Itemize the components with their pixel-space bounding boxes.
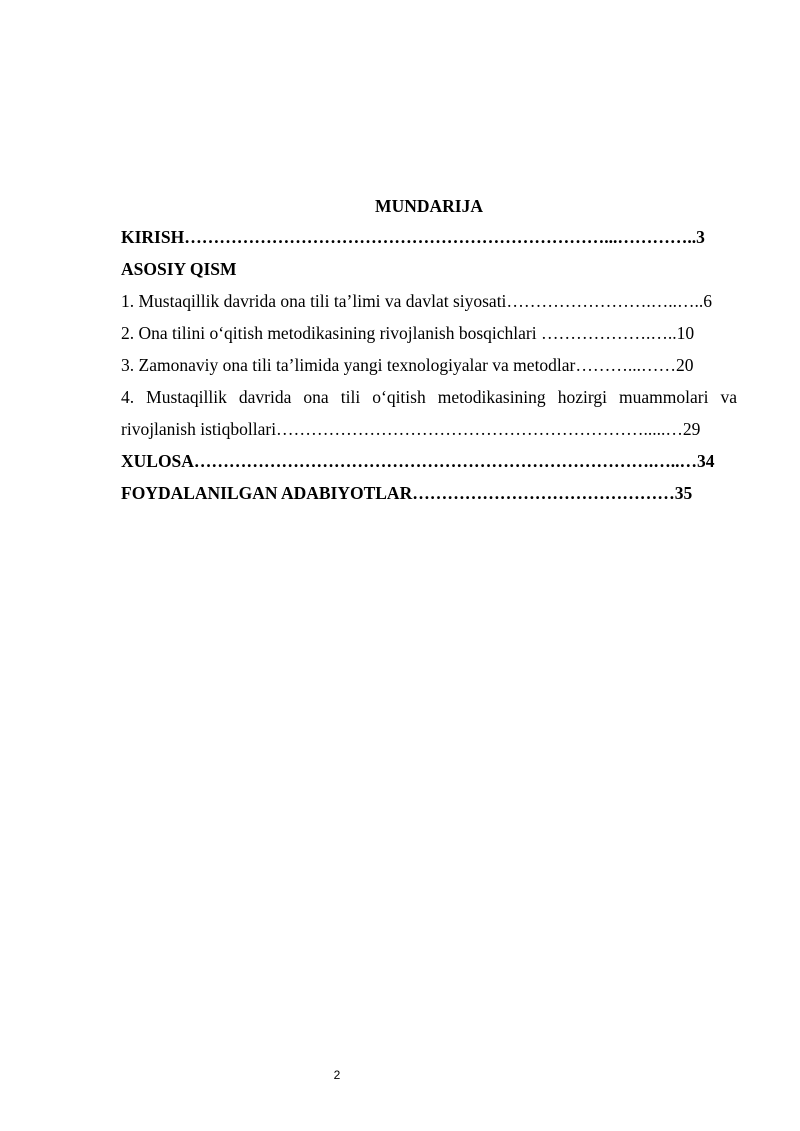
toc-entry-4-line-2: rivojlanish istiqbollari……………………………………………………….....…29 bbox=[121, 419, 701, 439]
toc-entry-3: 3. Zamonaviy ona tili ta’limida yangi texnologiyalar va metodlar………...……20 bbox=[121, 355, 694, 375]
toc-entry-1: 1. Mustaqillik davrida ona tili ta’limi va davlat siyosati…………………….…..…..6 bbox=[121, 291, 713, 311]
toc-title: MUNDARIJA bbox=[375, 196, 483, 216]
toc-entry-kirish: KIRISH………………………………………………………………...…………..3 bbox=[121, 227, 705, 247]
toc-entry-4-line-1: 4. Mustaqillik davrida ona tili o‘qitish metodikasining hozirgi muammolari va bbox=[121, 387, 737, 407]
toc-entry-adabiyotlar: FOYDALANILGAN ADABIYOTLAR………………………………………35 bbox=[121, 483, 693, 503]
table-of-contents bbox=[121, 193, 737, 509]
page-number: 2 bbox=[333, 1068, 341, 1082]
toc-entry-2: 2. Ona tilini o‘qitish metodikasining rivojlanish bosqichlari ……………….…..10 bbox=[121, 323, 695, 343]
toc-entry-xulosa: XULOSA…………………………………………………………………….…..…34 bbox=[121, 451, 715, 471]
toc-entry-asosiy-qism: ASOSIY QISM bbox=[121, 259, 237, 279]
